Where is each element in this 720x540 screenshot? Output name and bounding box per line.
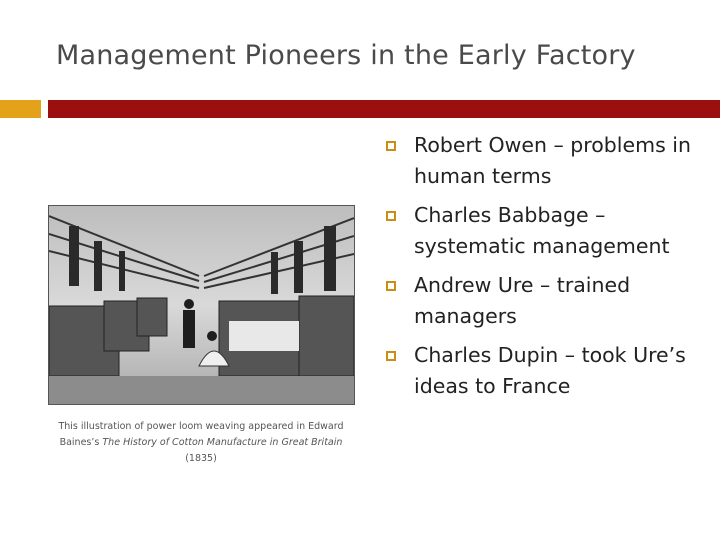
square-bullet-icon bbox=[386, 281, 396, 291]
bullet-text: Robert Owen – problems in human terms bbox=[414, 133, 691, 188]
title-accent-bar-gold bbox=[0, 100, 41, 118]
square-bullet-icon bbox=[386, 141, 396, 151]
bullet-text: Andrew Ure – trained managers bbox=[414, 273, 631, 328]
caption-date: (1835) bbox=[185, 453, 217, 464]
image-caption bbox=[58, 419, 344, 467]
bullet-item bbox=[386, 130, 706, 192]
power-loom-illustration bbox=[48, 205, 355, 405]
bullet-item bbox=[386, 270, 706, 332]
square-bullet-icon bbox=[386, 351, 396, 361]
title-accent-bar-red bbox=[48, 100, 720, 118]
bullet-text: Charles Babbage – systematic management bbox=[414, 203, 670, 258]
bullet-list bbox=[386, 130, 706, 410]
bullet-item bbox=[386, 340, 706, 402]
slide-title: Management Pioneers in the Early Factory bbox=[56, 40, 636, 71]
bullet-text: Charles Dupin – took Ure’s ideas to France bbox=[414, 343, 686, 398]
caption-text: This illustration of power loom weaving appeared in Edward Baines’s bbox=[58, 421, 344, 448]
square-bullet-icon bbox=[386, 211, 396, 221]
caption-book-title: The History of Cotton Manufacture in Great Britain bbox=[102, 437, 343, 448]
bullet-item bbox=[386, 200, 706, 262]
